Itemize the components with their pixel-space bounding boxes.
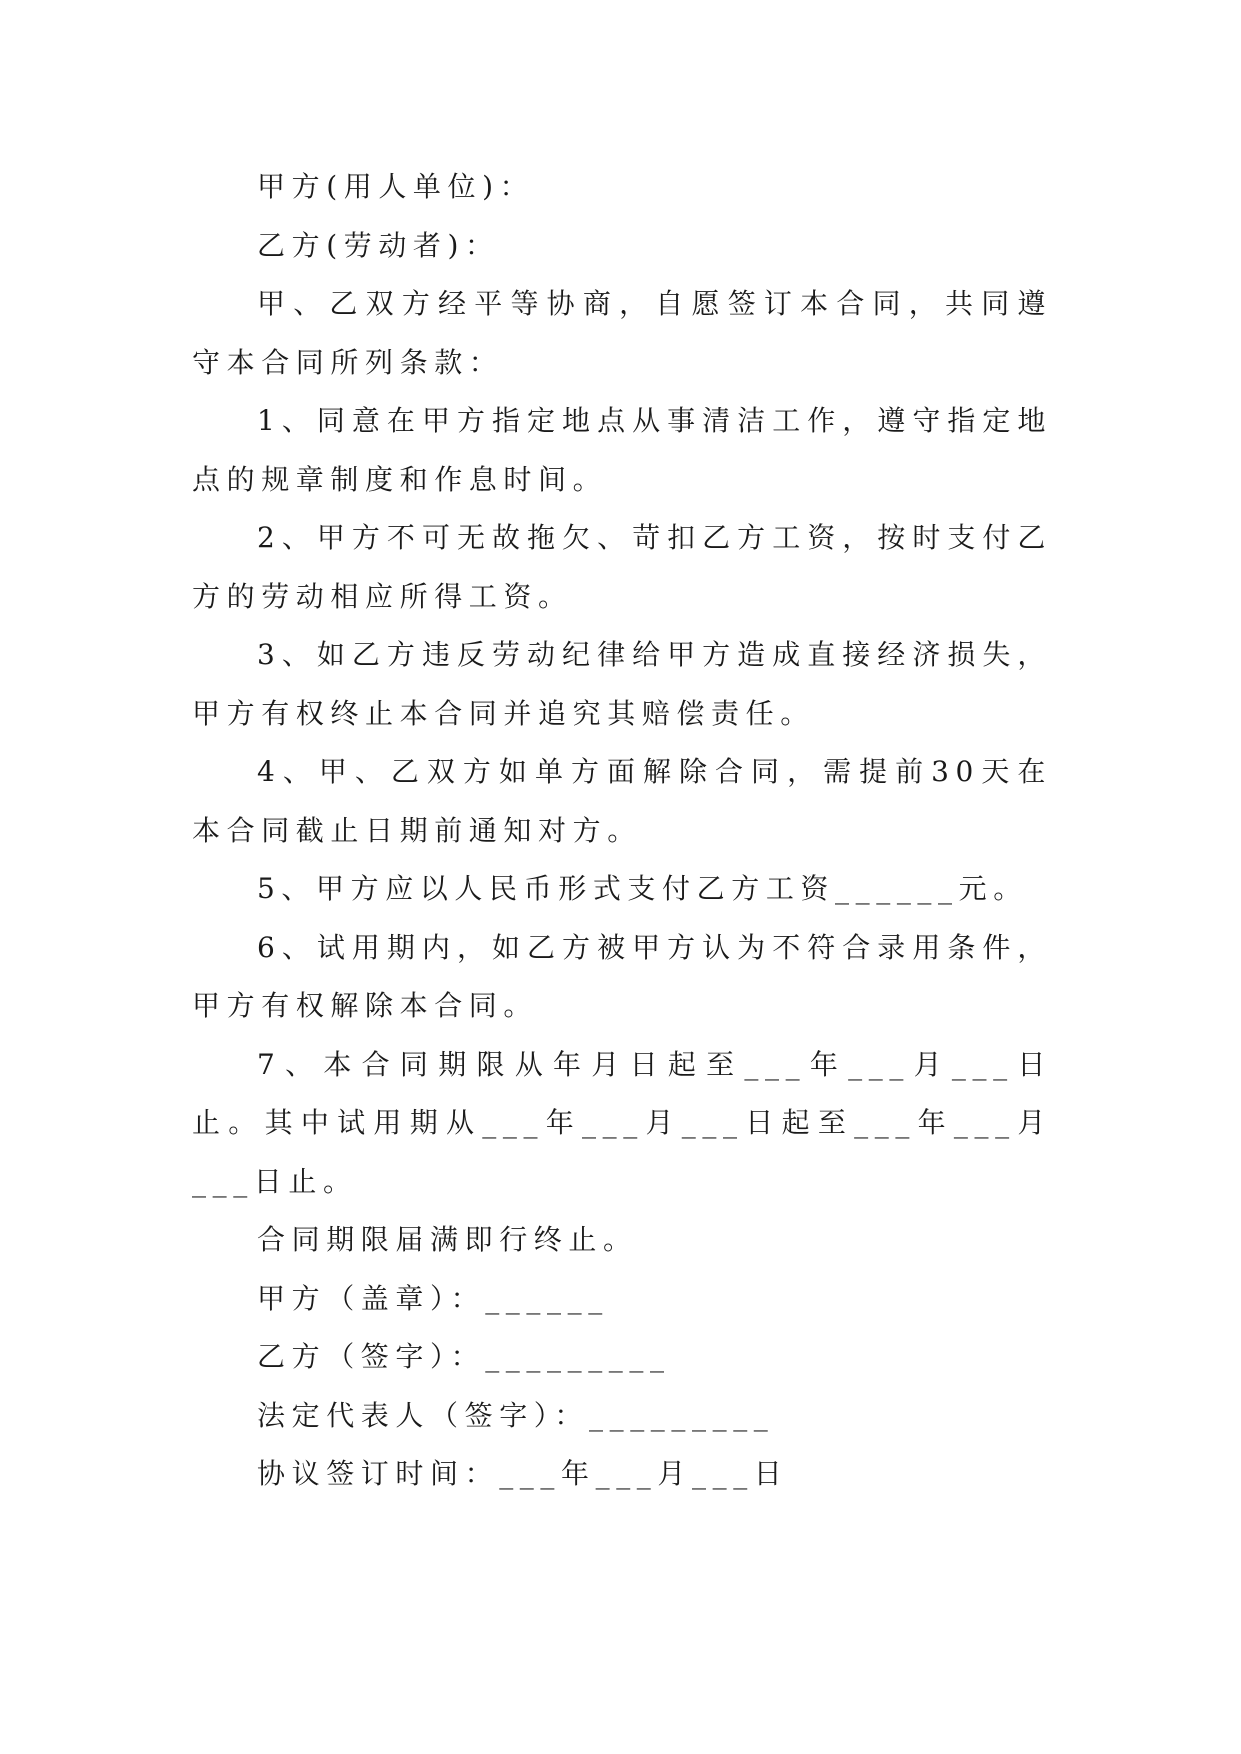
clause-4: 4、甲、乙双方如单方面解除合同，需提前30天在本合同截止日期前通知对方。 <box>192 755 1052 847</box>
party-b-sign-line: 乙方（签字）：_________ <box>257 1340 671 1373</box>
clause-7: 7、本合同期限从年月日起至___年___月___日止。其中试用期从___年___月___日起至___年___月___日止。 <box>192 1047 1052 1198</box>
clause-6: 6、试用期内，如乙方被甲方认为不符合录用条件，甲方有权解除本合同。 <box>192 930 1052 1022</box>
sign-date-line: 协议签订时间：___年___月___日 <box>257 1457 789 1490</box>
clause-3: 3、如乙方违反劳动纪律给甲方造成直接经济损失，甲方有权终止本合同并追究其赔偿责任。 <box>192 638 1052 730</box>
legal-rep-sign-line: 法定代表人（签字）：_________ <box>257 1398 775 1432</box>
party-a-line: 甲方(用人单位)： <box>257 170 535 203</box>
clause-1: 1、同意在甲方指定地点从事清洁工作，遵守指定地点的规章制度和作息时间。 <box>192 404 1052 496</box>
contract-body <box>192 158 1052 1504</box>
clause-5: 5、甲方应以人民币形式支付乙方工资______元。 <box>257 872 1028 905</box>
party-a-seal-line: 甲方（盖章）：______ <box>257 1281 609 1315</box>
party-b-line: 乙方(劳动者)： <box>257 228 500 262</box>
preamble-paragraph: 甲、乙双方经平等协商，自愿签订本合同，共同遵守本合同所列条款： <box>192 287 1052 379</box>
expiry-note: 合同期限届满即行终止。 <box>257 1223 638 1256</box>
clause-2: 2、甲方不可无故拖欠、苛扣乙方工资，按时支付乙方的劳动相应所得工资。 <box>192 521 1052 613</box>
